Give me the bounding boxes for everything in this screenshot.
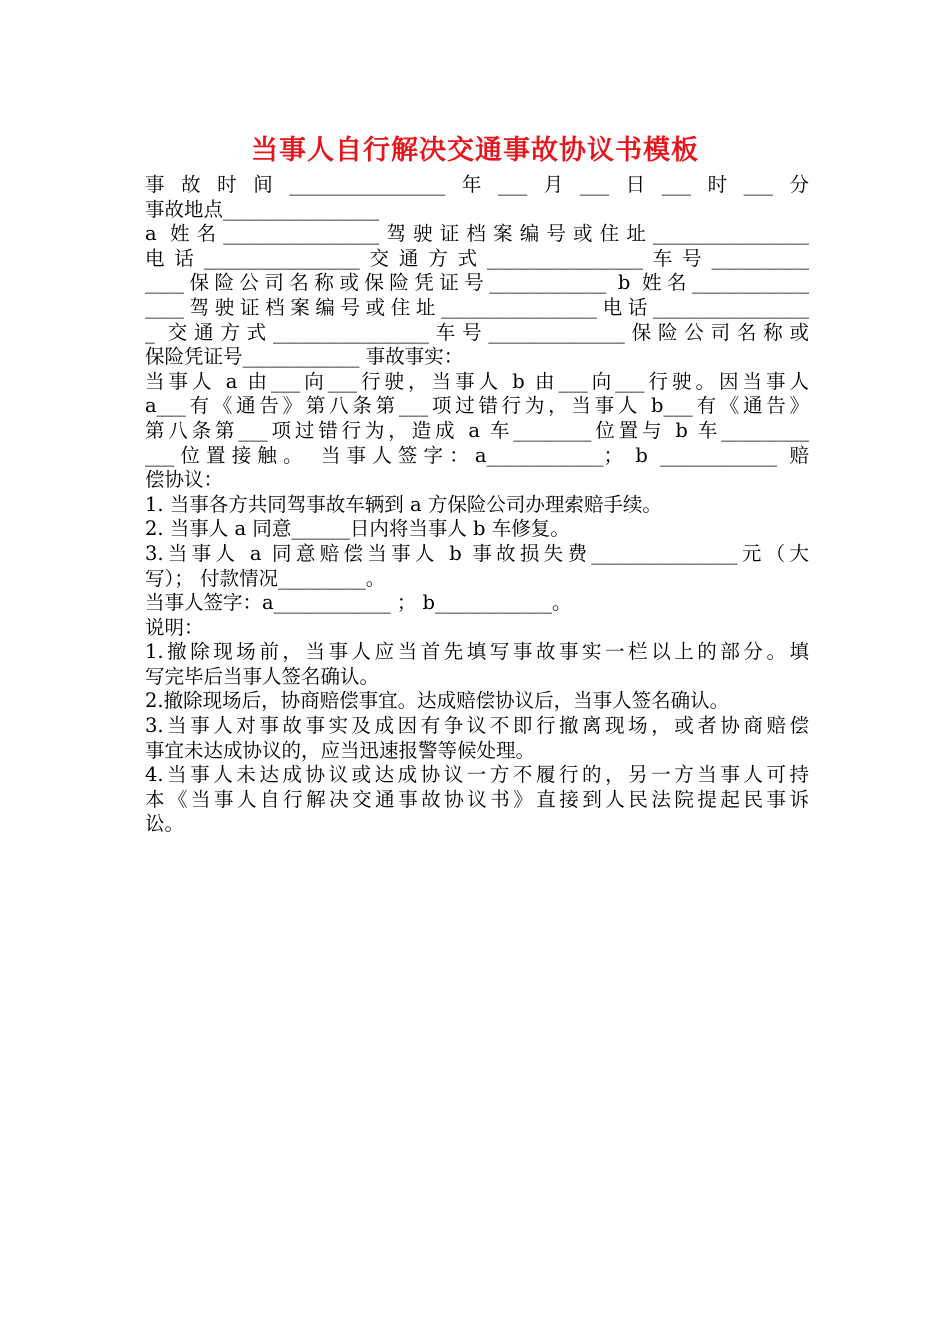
text-line: 事宜未达成协议的，应当迅速报警等候处理。 <box>145 738 536 762</box>
text-line: 电话________________交通方式________________车号__________ <box>145 246 809 270</box>
text-line: a___有《通告》第八条第___项过错行为，当事人 b___有《通告》 <box>145 394 809 418</box>
text-line: ___位置接触。 当事人签字：a____________； b ____________ 赔 <box>145 443 809 467</box>
text-line: _ 交通方式________________车号______________保险公司名称或 <box>145 320 809 344</box>
text-line: 2. 当事人 a 同意______日内将当事人 b 车修复。 <box>145 517 570 541</box>
text-line: ____驾驶证档案编号或住址________________电话________________ <box>145 295 809 319</box>
text-line: 写）； 付款情况_________。 <box>145 566 386 590</box>
document-title: 当事人自行解决交通事故协议书模板 <box>251 135 699 166</box>
text-line: 4.当事人未达成协议或达成协议一方不履行的，另一方当事人可持 <box>145 763 809 787</box>
text-line: 1. 当事各方共同驾事故车辆到 a 方保险公司办理索赔手续。 <box>145 492 662 516</box>
document-body <box>145 173 809 837</box>
text-line: 3.当事人对事故事实及成因有争议不即行撤离现场，或者协商赔偿 <box>145 714 809 738</box>
text-line: 说明： <box>145 615 204 639</box>
text-line: a 姓名________________驾驶证档案编号或住址________________ <box>145 222 809 246</box>
text-line: 保险凭证号____________ 事故事实： <box>145 345 464 369</box>
text-line: ____保险公司名称或保险凭证号____________ b 姓名____________ <box>145 271 809 295</box>
text-line: 当事人签字：a____________ ； b____________。 <box>145 591 572 615</box>
text-line: 当事人 a 由___向___行驶，当事人 b 由___向___行驶。因当事人 <box>145 369 809 393</box>
text-line: 3.当事人 a 同意赔偿当事人 b 事故损失费_______________元（大 <box>145 541 809 565</box>
text-line: 本《当事人自行解决交通事故协议书》直接到人民法院提起民事诉 <box>145 787 809 811</box>
text-line: 写完毕后当事人签名确认。 <box>145 664 380 688</box>
text-line: 事故时间________________年___月___日___时___分 <box>145 173 809 196</box>
text-line: 2.撤除现场后，协商赔偿事宜。达成赔偿协议后，当事人签名确认。 <box>145 689 730 713</box>
text-line: 讼。 <box>145 812 185 836</box>
text-line: 1.撤除现场前，当事人应当首先填写事故事实一栏以上的部分。填 <box>145 640 809 664</box>
text-line: 事故地点________________ <box>145 197 380 221</box>
text-line: 偿协议： <box>145 468 224 492</box>
text-line: 第八条第___项过错行为，造成 a 车________位置与 b 车_________ <box>145 418 809 442</box>
